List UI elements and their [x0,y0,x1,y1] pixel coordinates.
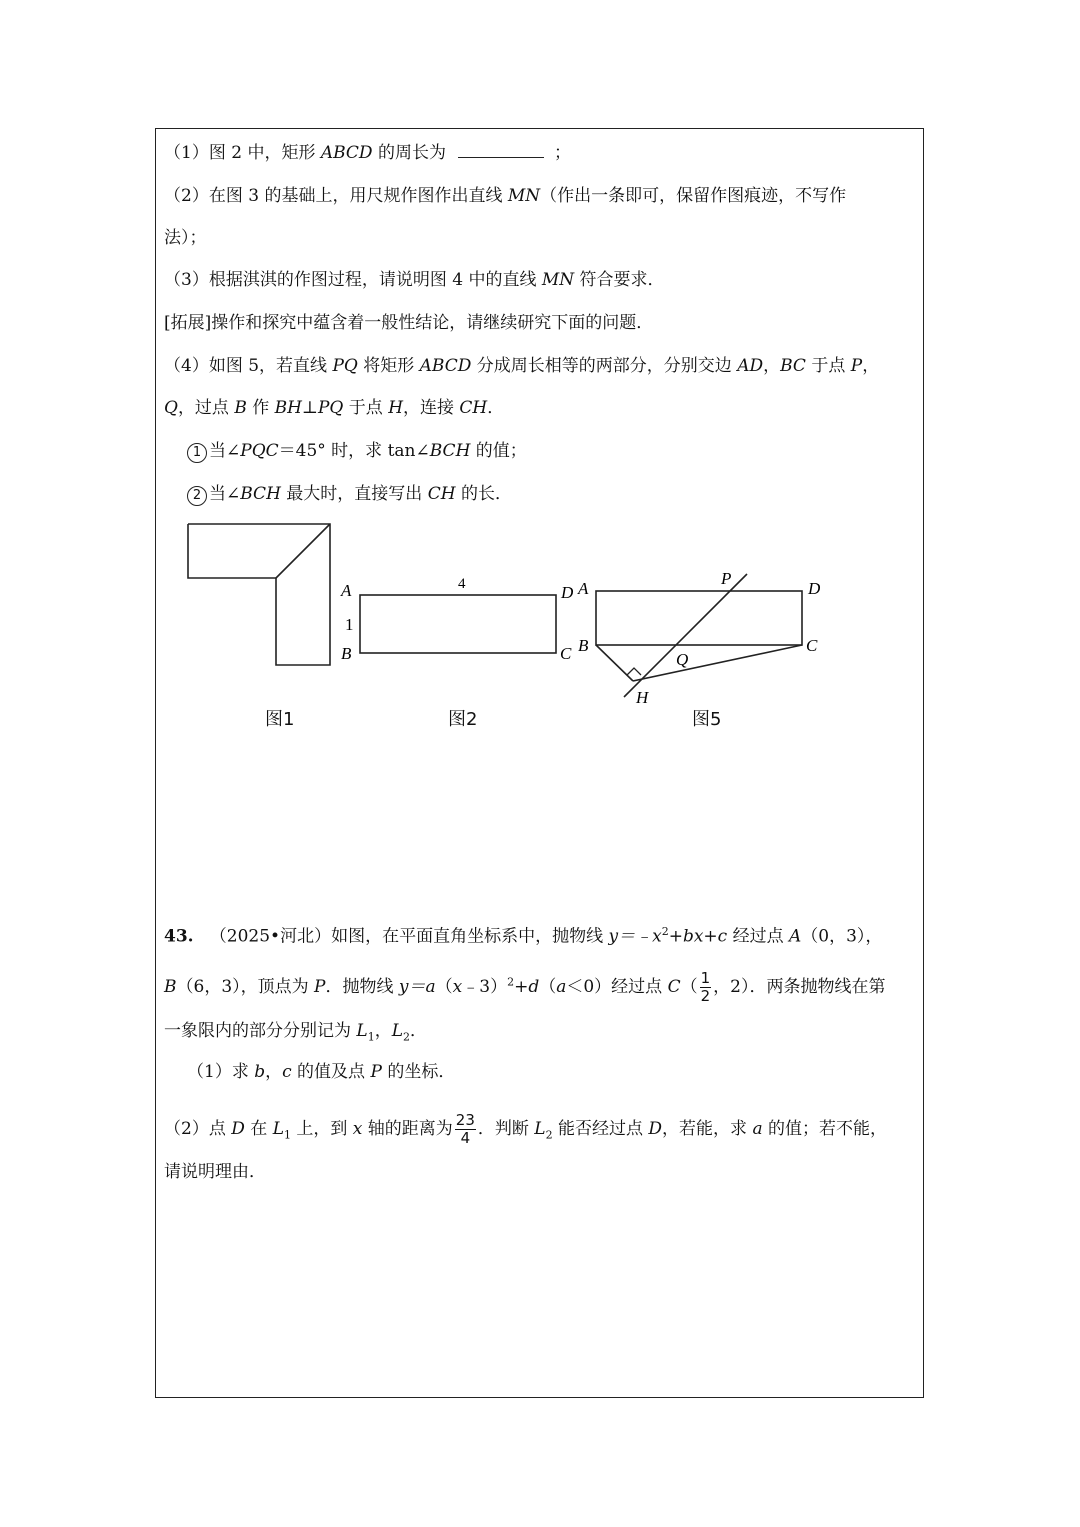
q43-line1: 43. （2025•河北）如图，在平面直角坐标系中，抛物线 $y=﹣x^2+bx+c$ 经过点 A（0，3）， [164,925,883,947]
fig1-diagonal [276,524,330,578]
fig5-label-p: P [721,569,732,588]
q43-part2: （2）点 D 在 $L_1$ 上，到 x 轴的距离为 $\frac{23}{4}$ ．判断 $L_2$ 能否经过点 D，若能，求 a 的值；若不能， [164,1111,887,1147]
caption-fig5: 图5 [692,709,722,730]
fig5-right-angle-mark [627,668,641,675]
caption-fig1: 图1 [265,709,295,730]
circled-number-1: 1 [187,443,207,463]
fig5-label-q: Q [676,650,689,669]
q1-part3: （3）根据淇淇的作图过程，请说明图 4 中的直线 MN 符合要求． [164,270,665,290]
q1-part2: （2）在图 3 的基础上，用尺规作图作出直线 MN（作出一条即可，保留作图痕迹，不写作 [164,186,847,206]
q1-sub2: 2 当∠BCH 最大时，直接写出 CH 的长． [187,482,512,506]
figure-1 [188,524,330,665]
fig5-rectangle [596,591,802,645]
q43-part1: （1）求 b，c 的值及点 P 的坐标． [187,1062,456,1082]
fig5-label-c: C [806,636,818,655]
figure-5 [577,569,821,707]
fig2-label-b: B [341,644,352,663]
fig2-length-label: 4 [458,576,466,592]
q43-line2: B（6，3），顶点为 P．抛物线 y＝a（x﹣3）$^2$+d（a＜0）经过点 C（ $\frac{1}{2}$ ，2）．两条抛物线在第 [164,969,886,1005]
q1-part4: （4）如图 5，若直线 PQ 将矩形 ABCD 分成周长相等的两部分，分别交边 AD，BC 于点 P， [164,356,880,376]
q43-part2-cont: 请说明理由． [164,1162,266,1182]
fig2-label-c: C [560,644,572,663]
fig2-rectangle [360,595,556,653]
fig2-label-a: A [341,581,352,600]
circled-number-2: 2 [187,486,207,506]
q1-part4-cont: Q，过点 B 作 BH⊥PQ 于点 H，连接 CH． [164,398,505,418]
figures-svg [0,0,1080,760]
q1-part1: （1）图 2 中，矩形 ABCD 的周长为 ； [164,143,571,163]
fig5-segment-bh [596,645,633,681]
fig5-label-h: H [636,688,649,707]
fig5-label-a: A [578,579,589,598]
fig2-width-label: 1 [345,615,354,634]
question-number: 43. [164,926,194,947]
q1-part2-cont: 法）； [164,228,207,248]
fig5-label-b: B [578,636,589,655]
q1-extension: [拓展]操作和探究中蕴含着一般性结论，请继续研究下面的问题． [164,313,654,333]
figure-2 [340,576,574,663]
fraction-23-over-4: $\frac{23}{4}$ [455,1111,475,1147]
q43-line3: 一象限内的部分分别记为 $L_1$，$L_2$． [164,1021,427,1044]
q1-sub1: 1 当∠PQC＝45° 时，求 tan∠BCH 的值； [187,439,527,463]
fraction-one-half: $\frac{1}{2}$ [700,969,711,1005]
caption-fig2: 图2 [448,709,478,730]
fig2-label-d: D [561,583,574,602]
fig5-label-d: D [808,579,821,598]
